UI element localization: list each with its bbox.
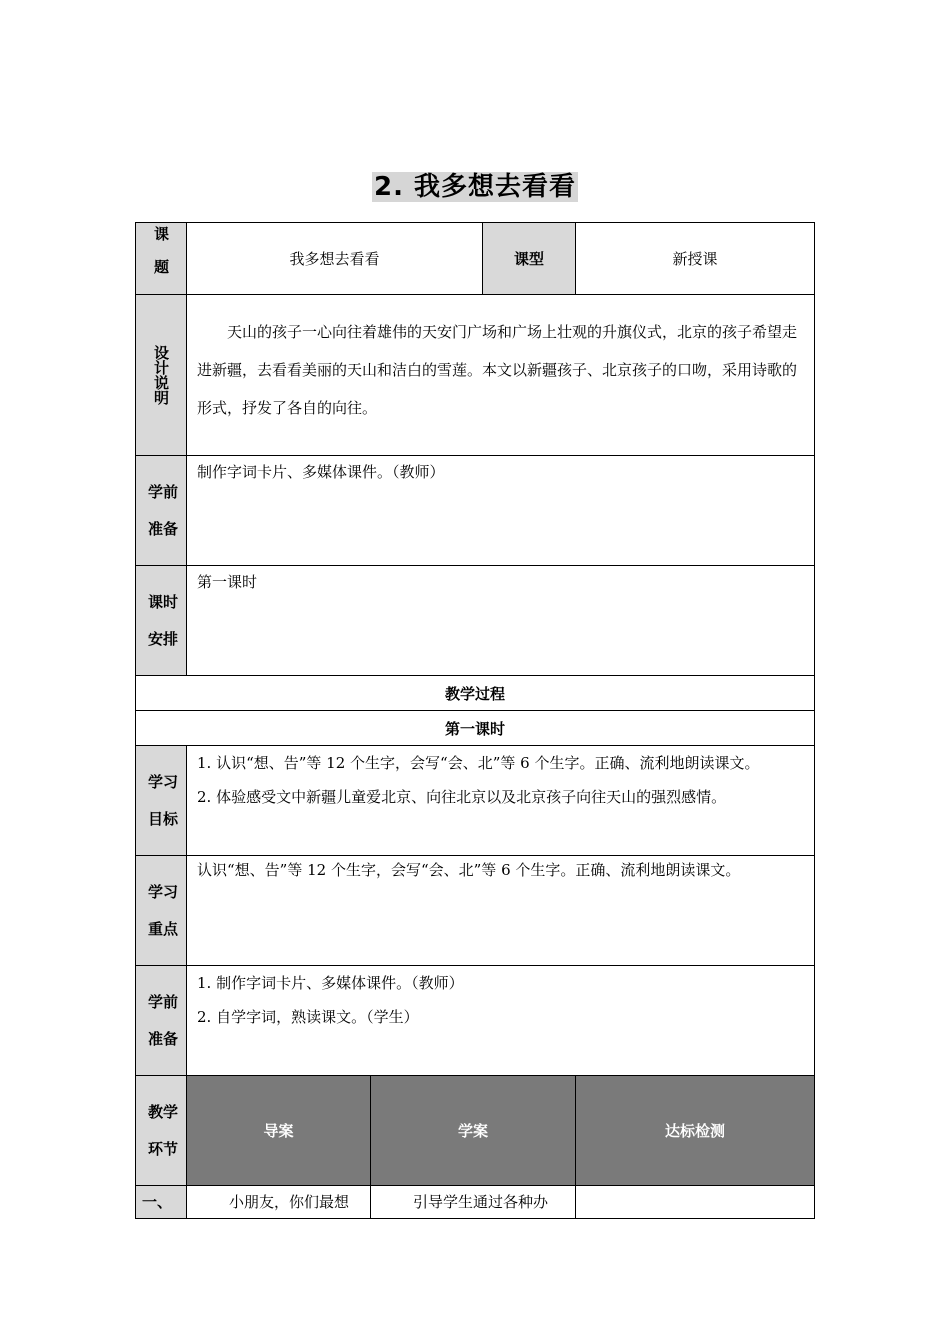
schedule-label [135, 565, 187, 676]
goals-label [135, 745, 187, 856]
page-title [0, 166, 950, 203]
type-label: 课型 [482, 222, 576, 295]
schedule-label-text: 课时安排 [147, 592, 178, 648]
key-text: 认识“想、告”等 12 个生字，会写“会、北”等 6 个生字。正确、流利地朗读课文。 [186, 855, 815, 966]
phase-row-label: 一、 [135, 1185, 187, 1219]
phase-row-study: 引导学生通过各种办 [370, 1185, 576, 1219]
phase-row-guide: 小朋友，你们最想 [186, 1185, 371, 1219]
goals-line-1: 1. 认识“想、告”等 12 个生字，会写“会、北”等 6 个生字。正确、流利地朗读课文。 [197, 754, 760, 772]
key-label-text: 学习重点 [147, 882, 178, 938]
page-title-text: 2. 我多想去看看 [373, 172, 577, 202]
lesson-title: 第一课时 [135, 710, 815, 746]
key-label [135, 855, 187, 966]
prep2-line-1: 1. 制作字词卡片、多媒体课件。（教师） [197, 974, 464, 992]
col-study-header: 学案 [370, 1075, 576, 1186]
lesson-title-row [135, 710, 815, 746]
prep2-text [186, 965, 815, 1076]
col-check-header: 达标检测 [575, 1075, 815, 1186]
topic-row [135, 222, 815, 295]
type-value: 新授课 [575, 222, 815, 295]
key-row [135, 855, 815, 966]
prep-row [135, 455, 815, 566]
topic-value: 我多想去看看 [186, 222, 483, 295]
prep2-label-text: 学前准备 [147, 992, 178, 1048]
design-text: 天山的孩子一心向往着雄伟的天安门广场和广场上壮观的升旗仪式，北京的孩子希望走进新疆，去看看美丽的天山和洁白的雪莲。本文以新疆孩子、北京孩子的口吻，采用诗歌的形式，抒发了各自的向往。 [186, 294, 815, 456]
topic-label-text: 课题 [152, 225, 170, 292]
phase-label-text: 教学环节 [147, 1102, 178, 1158]
design-label-text: 设计说明 [152, 345, 170, 405]
phase-label [135, 1075, 187, 1186]
prep-text: 制作字词卡片、多媒体课件。（教师） [186, 455, 815, 566]
prep-label-text: 学前准备 [147, 482, 178, 538]
goals-label-text: 学习目标 [147, 772, 178, 828]
phase-header-row [135, 1075, 815, 1186]
goals-row [135, 745, 815, 856]
goals-line-2: 2. 体验感受文中新疆儿童爱北京、向往北京以及北京孩子向往天山的强烈感情。 [197, 788, 727, 806]
schedule-text: 第一课时 [186, 565, 815, 676]
design-row [135, 294, 815, 456]
phase-row-check [575, 1185, 815, 1219]
col-guide-header: 导案 [186, 1075, 371, 1186]
prep-label [135, 455, 187, 566]
prep2-label [135, 965, 187, 1076]
process-title: 教学过程 [135, 675, 815, 711]
goals-text [186, 745, 815, 856]
prep2-row [135, 965, 815, 1076]
phase-row-1 [135, 1185, 815, 1219]
schedule-row [135, 565, 815, 676]
process-title-row [135, 675, 815, 711]
design-label [135, 294, 187, 456]
topic-label [135, 222, 187, 295]
prep2-line-2: 2. 自学字词，熟读课文。（学生） [197, 1008, 419, 1026]
